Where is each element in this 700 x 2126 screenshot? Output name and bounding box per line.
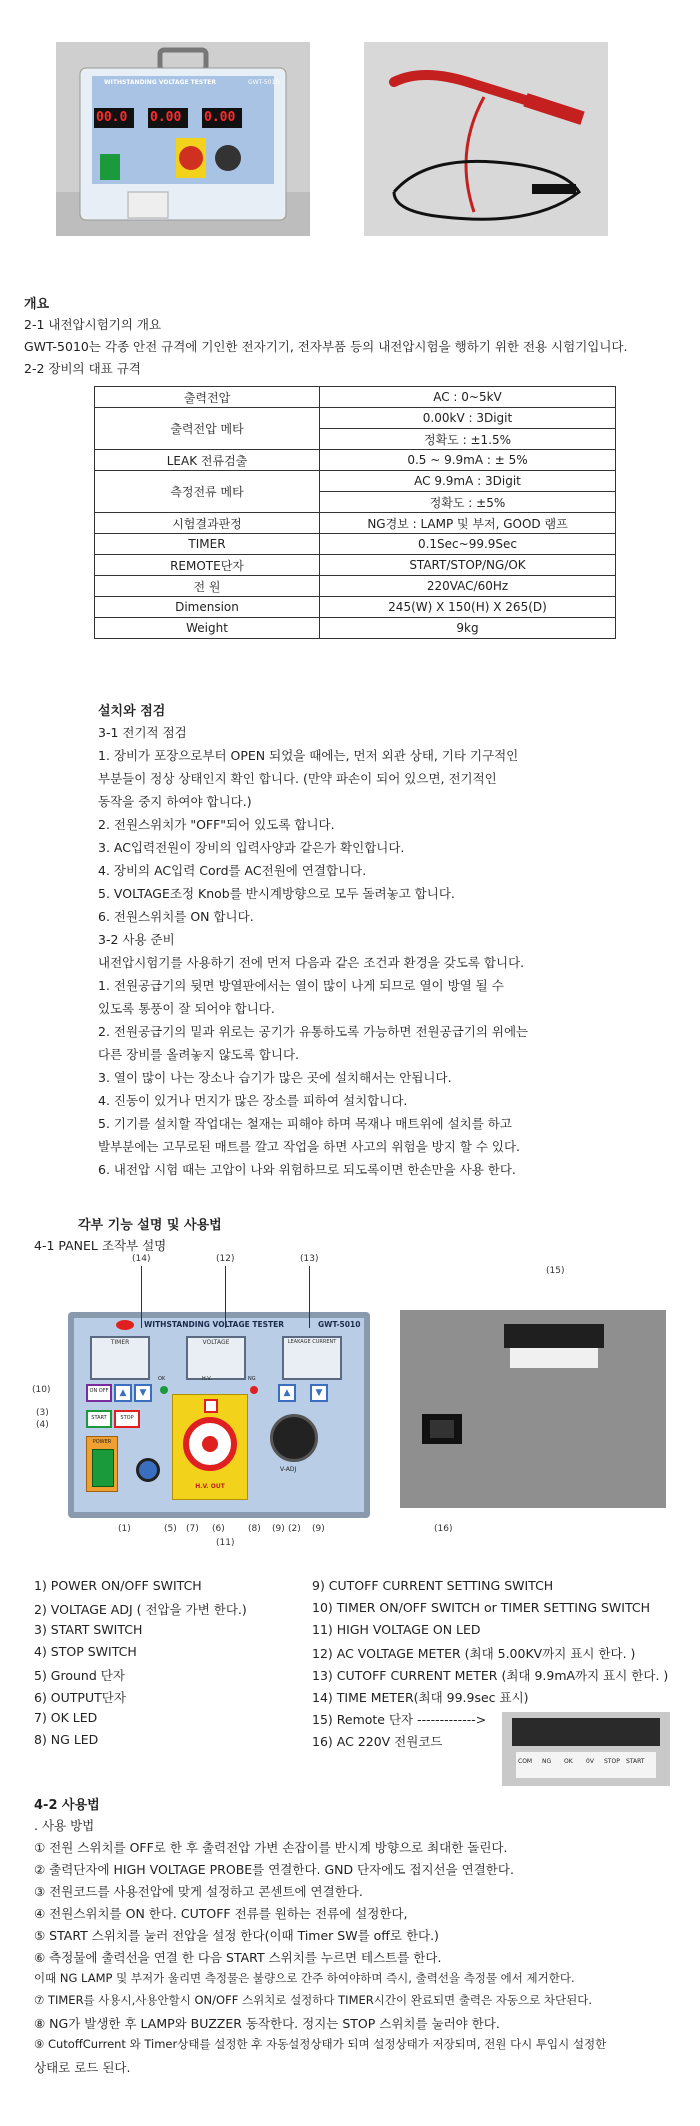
start-button[interactable]: [86, 1410, 112, 1428]
table-row: [95, 576, 616, 597]
ng-label: NG: [248, 1376, 256, 1382]
stop-label: STOP: [120, 1415, 134, 1421]
current-meter: [282, 1336, 342, 1380]
spec-value: NG경보 : LAMP 및 부저, GOOD 램프: [320, 513, 616, 534]
function-item: 9) CUTOFF CURRENT SETTING SWITCH: [312, 1578, 554, 1593]
usage-line: ② 출력단자에 HIGH VOLTAGE PROBE를 연결한다. GND 단자에도 접지선을 연결한다.: [34, 1862, 514, 1877]
table-row: [95, 450, 616, 471]
callout-label: (12): [216, 1254, 235, 1264]
callout-label: (13): [300, 1254, 319, 1264]
usage-line: ③ 전원코드를 사용전압에 맞게 설정하고 콘센트에 연결한다.: [34, 1884, 363, 1899]
spec-value: 정확도 : ±1.5%: [320, 429, 616, 450]
tester-model: GWT-5010: [248, 79, 280, 86]
functions-heading: 각부 기능 설명 및 사용법: [78, 1218, 222, 1233]
overview-heading: 개요: [24, 297, 50, 312]
tester-illustration: [56, 42, 310, 236]
install-line: 다른 장비를 올려놓지 않도록 합니다.: [98, 1047, 299, 1062]
callout-label: (15): [546, 1266, 565, 1276]
install-line: 동작을 중지 하여야 합니다.): [98, 794, 252, 809]
front-panel: [74, 1318, 364, 1512]
hv-out-label: H.V. OUT: [195, 1483, 225, 1490]
install-heading: 설치와 점검: [98, 704, 166, 719]
probe-illustration: [364, 42, 608, 236]
spec-value: 9kg: [320, 618, 616, 639]
power-rocker: [92, 1449, 114, 1487]
voltage-adj-knob[interactable]: [270, 1414, 318, 1462]
usage-line: ④ 전원스위치를 ON 한다. CUTOFF 전류를 원하는 전류에 설정한다,: [34, 1906, 408, 1921]
spec-label: REMOTE단자: [95, 555, 320, 576]
callout-leader: [225, 1266, 226, 1328]
spec-label: Weight: [95, 618, 320, 639]
function-item: 12) AC VOLTAGE METER (최대 5.00KV까지 표시 한다. ): [312, 1646, 636, 1661]
function-item: 6) OUTPUT단자: [34, 1690, 126, 1705]
output-socket: [202, 1436, 218, 1452]
callout-leader: [141, 1266, 142, 1328]
tester-reading-timer: 00.0: [96, 110, 128, 125]
spec-value: START/STOP/NG/OK: [320, 555, 616, 576]
probe-photo: [364, 42, 608, 236]
spec-table: [94, 386, 616, 639]
usage-line: ⑥ 측정물에 출력선을 연결 한 다음 START 스위치를 누르면 테스트를 한다.: [34, 1950, 442, 1965]
spec-label: 출력전압: [95, 387, 320, 408]
overview-sub1-text: GWT-5010는 각종 안전 규격에 기인한 전자기기, 전자부품 등의 내전압시험을 행하기 위한 전용 시험기입니다.: [24, 339, 628, 354]
usage-heading: 4-2 사용법: [34, 1798, 100, 1813]
callout-leader: [309, 1266, 310, 1328]
panel-model: GWT-5010: [318, 1320, 361, 1329]
install-line: 있도록 통풍이 잘 되어야 합니다.: [98, 1001, 275, 1016]
timer-down-button[interactable]: ▼: [134, 1384, 152, 1402]
install-line: 부분들이 정상 상태인지 확인 합니다. (만약 파손이 되어 있으면, 전기적인: [98, 771, 497, 786]
remote-terminal-photo: [502, 1712, 670, 1786]
tester-title: WITHSTANDING VOLTAGE TESTER: [104, 79, 217, 86]
install-line: 6. 전원스위치를 ON 합니다.: [98, 909, 254, 924]
functions-sub: 4-1 PANEL 조작부 설명: [34, 1238, 167, 1253]
function-item: 5) Ground 단자: [34, 1668, 125, 1683]
rear-panel-illustration: [400, 1310, 666, 1508]
function-item: 16) AC 220V 전원코드: [312, 1734, 443, 1749]
tester-reading-current: 0.00: [204, 110, 236, 125]
usage-line: ⑦ TIMER를 사용시,사용안할시 ON/OFF 스위치로 설정하다 TIMER시간이 완료되면 출력은 자동으로 차단된다.: [34, 1993, 592, 2007]
spec-value: 0.5 ~ 9.9mA : ± 5%: [320, 450, 616, 471]
install-line: 3. 열이 많이 나는 장소나 습기가 많은 곳에 설치해서는 안됩니다.: [98, 1070, 452, 1085]
install-line: 2. 전원공급기의 밑과 위로는 공기가 유통하도록 가능하면 전원공급기의 위에는: [98, 1024, 529, 1039]
callout-label: (6): [212, 1524, 225, 1534]
remote-label: COM: [518, 1758, 533, 1765]
timer-label: TIMER: [110, 1339, 130, 1346]
spec-value: AC 9.9mA : 3Digit: [320, 471, 616, 492]
callout-label: (4): [36, 1420, 49, 1430]
install-line: 4. 진동이 있거나 먼지가 많은 장소를 피하여 설치합니다.: [98, 1093, 408, 1108]
timer-on-off-button[interactable]: [86, 1384, 112, 1402]
spec-label: Dimension: [95, 597, 320, 618]
usage-line: ⑤ START 스위치를 눌러 전압을 설정 한다(이때 Timer SW를 off로 한다.): [34, 1928, 439, 1943]
ng-led: [250, 1386, 258, 1394]
spec-value: AC : 0~5kV: [320, 387, 616, 408]
hv-on-led: [204, 1399, 218, 1413]
install-line: 1. 전원공급기의 뒷면 방열판에서는 열이 많이 나게 되므로 열이 방열 될 수: [98, 978, 504, 993]
function-item: 11) HIGH VOLTAGE ON LED: [312, 1622, 481, 1637]
table-row: [95, 408, 616, 429]
power-label: POWER: [92, 1439, 112, 1445]
function-item: 4) STOP SWITCH: [34, 1644, 137, 1659]
power-switch[interactable]: [86, 1436, 118, 1492]
usage-line: ⑧ NG가 발생한 후 LAMP와 BUZZER 동작한다. 정지는 STOP 스위치를 눌러야 한다.: [34, 2016, 500, 2031]
remote-label: NG: [542, 1758, 552, 1765]
start-label: START: [91, 1415, 107, 1421]
brand-logo: [116, 1320, 134, 1330]
usage-line: . 사용 방법: [34, 1818, 95, 1833]
spec-label: 측정전류 메타: [95, 471, 320, 513]
table-row: [95, 513, 616, 534]
callout-label: (9): [312, 1524, 325, 1534]
callout-label: (3): [36, 1408, 49, 1418]
current-up-button[interactable]: ▲: [278, 1384, 296, 1402]
panel-title: WITHSTANDING VOLTAGE TESTER: [144, 1320, 285, 1329]
table-row: [95, 534, 616, 555]
function-item: 7) OK LED: [34, 1710, 98, 1725]
rear-panel-photo: [400, 1310, 666, 1508]
install-line: 3. AC입력전원이 장비의 입력사양과 같은가 확인합니다.: [98, 840, 405, 855]
tester-reading-voltage: 0.00: [150, 110, 182, 125]
install-line: 4. 장비의 AC입력 Cord를 AC전원에 연결합니다.: [98, 863, 367, 878]
install-line: 6. 내전압 시험 때는 고압이 나와 위험하므로 되도록이면 한손만을 사용 한다.: [98, 1162, 516, 1177]
remote-label: OK: [564, 1758, 573, 1765]
install-line: 1. 장비가 포장으로부터 OPEN 되었을 때에는, 먼저 외관 상태, 기타 기구적인: [98, 748, 519, 763]
usage-line: ⑨ CutoffCurrent 와 Timer상태를 설정한 후 자동설정상태가 되며 설정상태가 저장되며, 전원 다시 투입시 설정한: [34, 2037, 607, 2051]
spec-value: 0.00kV : 3Digit: [320, 408, 616, 429]
install-line: 5. VOLTAGE조정 Knob를 반시계방향으로 모두 돌려놓고 합니다.: [98, 886, 455, 901]
ok-led: [160, 1386, 168, 1394]
hv-label: H.V.: [202, 1376, 212, 1382]
table-row: [95, 618, 616, 639]
ground-terminal[interactable]: [136, 1458, 160, 1482]
remote-label: START: [626, 1758, 645, 1765]
usage-line: ① 전원 스위치를 OFF로 한 후 출력전압 가변 손잡이를 반시계 방향으로 최대한 돌린다.: [34, 1840, 508, 1855]
table-row: [95, 471, 616, 492]
callout-label: (14): [132, 1254, 151, 1264]
spec-label: TIMER: [95, 534, 320, 555]
spec-value: 245(W) X 150(H) X 265(D): [320, 597, 616, 618]
function-item: 2) VOLTAGE ADJ ( 전압을 가변 한다.): [34, 1602, 247, 1617]
callout-label: (8): [248, 1524, 261, 1534]
install-line: 2. 전원스위치가 "OFF"되어 있도록 합니다.: [98, 817, 335, 832]
usage-line: 상태로 로드 된다.: [34, 2060, 131, 2075]
timer-up-button[interactable]: ▲: [114, 1384, 132, 1402]
install-line: 5. 기기를 설치할 작업대는 철재는 피해야 하며 목재나 매트위에 설치를 하고: [98, 1116, 512, 1131]
spec-value: 220VAC/60Hz: [320, 576, 616, 597]
function-item: 13) CUTOFF CURRENT METER (최대 9.9mA까지 표시 한다. ): [312, 1668, 669, 1683]
function-item: 1) POWER ON/OFF SWITCH: [34, 1578, 202, 1593]
current-label: LEAKAGE CURRENT: [287, 1339, 337, 1345]
callout-label: (9): [272, 1524, 285, 1534]
tester-photo: [56, 42, 310, 236]
install-line: 내전압시험기를 사용하기 전에 먼저 다음과 같은 조건과 환경을 갖도록 합니다.: [98, 955, 525, 970]
timer-on-off-label: ON OFF: [89, 1388, 109, 1394]
function-item: 10) TIMER ON/OFF SWITCH or TIMER SETTING SWITCH: [312, 1600, 651, 1615]
callout-label: (16): [434, 1524, 453, 1534]
spec-label: 출력전압 메타: [95, 408, 320, 450]
callout-label: (11): [216, 1538, 235, 1548]
voltage-meter: [186, 1336, 246, 1380]
usage-line: 이때 NG LAMP 및 부저가 울리면 측정물은 불량으로 간주 하여야하며 즉시, 출력선을 측정물 에서 제거한다.: [34, 1971, 575, 1985]
front-panel-diagram: [68, 1312, 370, 1518]
timer-meter: [90, 1336, 150, 1380]
spec-value: 0.1Sec~99.9Sec: [320, 534, 616, 555]
stop-button[interactable]: [114, 1410, 140, 1428]
table-row: [95, 597, 616, 618]
output-terminal[interactable]: [183, 1417, 237, 1471]
spec-label: 전 원: [95, 576, 320, 597]
install-line: 발부분에는 고무로된 매트를 깔고 작업을 하면 사고의 위험을 방지 할 수 있다.: [98, 1139, 521, 1154]
function-item: 15) Remote 단자 ------------->: [312, 1712, 487, 1727]
ok-label: OK: [158, 1376, 166, 1382]
v-adj-label: V-ADJ: [280, 1466, 297, 1473]
function-item: 8) NG LED: [34, 1732, 99, 1747]
function-item: 3) START SWITCH: [34, 1622, 143, 1637]
table-row: [95, 387, 616, 408]
spec-value: 정확도 : ±5%: [320, 492, 616, 513]
remote-terminal-block: [512, 1718, 660, 1746]
remote-label-strip: [516, 1752, 656, 1778]
table-row: [95, 555, 616, 576]
install-line: 3-1 전기적 점검: [98, 725, 187, 740]
spec-label: 시험결과판정: [95, 513, 320, 534]
callout-label: (7): [186, 1524, 199, 1534]
callout-label: (5): [164, 1524, 177, 1534]
overview-sub2: 2-2 장비의 대표 규격: [24, 361, 141, 376]
overview-sub1: 2-1 내전압시험기의 개요: [24, 317, 162, 332]
install-line: 3-2 사용 준비: [98, 932, 175, 947]
callout-label: (2): [288, 1524, 301, 1534]
hv-output-area: [172, 1394, 248, 1500]
function-item: 14) TIME METER(최대 99.9sec 표시): [312, 1690, 529, 1705]
voltage-label: VOLTAGE: [202, 1339, 230, 1346]
remote-label: 0V: [586, 1758, 594, 1765]
remote-label: STOP: [604, 1758, 620, 1765]
current-down-button[interactable]: ▼: [310, 1384, 328, 1402]
callout-label: (10): [32, 1385, 51, 1395]
spec-label: LEAK 전류검출: [95, 450, 320, 471]
callout-label: (1): [118, 1524, 131, 1534]
